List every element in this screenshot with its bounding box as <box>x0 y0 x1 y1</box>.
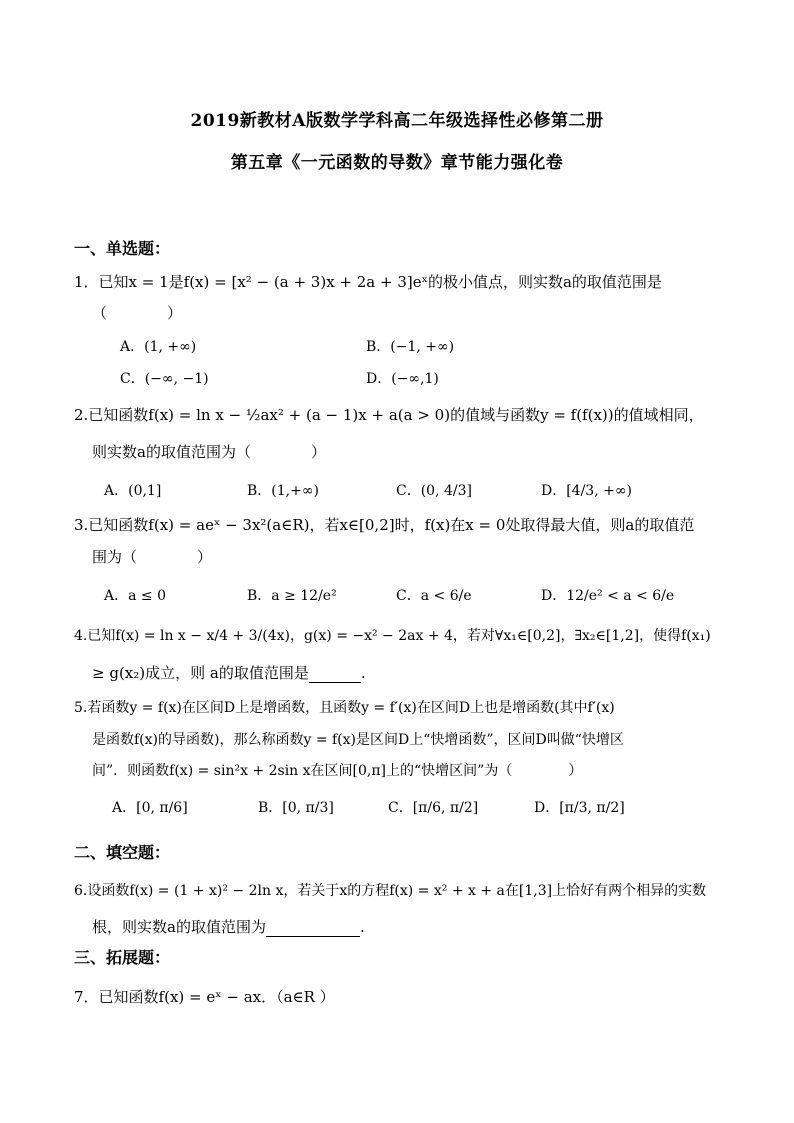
question-4-line-2 <box>92 662 366 683</box>
question-3-line-1: 3.已知函数f(x) = aeˣ − 3x²(a∈R)，若x∈[0,2]时，f(x)在x = 0处取得最大值，则a的取值范 <box>74 516 695 534</box>
question-4-line-1: 4.已知f(x) = ln x − x/4 + 3/(4x)，g(x) = −x² − 2ax + 4，若对∀x₁∈[0,2]，∃x₂∈[1,2]，使得f(x₁) <box>74 628 711 644</box>
question-6-line-2 <box>92 916 365 937</box>
question-1-option-b: B．(−1, +∞) <box>366 339 455 355</box>
question-2-line-1: 2.已知函数f(x) = ln x − ½ax² + (a − 1)x + a(a > 0)的值域与函数y = f(f(x))的值域相同， <box>74 406 704 424</box>
question-5-option-c: C．[π/6, π/2] <box>388 800 479 816</box>
answer-blank-q6[interactable] <box>266 918 360 937</box>
section-heading-fill-in: 二、填空题： <box>74 843 171 862</box>
question-6-period: . <box>359 918 365 936</box>
question-6-line-1: 6.设函数f(x) = (1 + x)² − 2ln x，若关于x的方程f(x) = x² + x + a在[1,3]上恰好有两个相异的实数 <box>74 883 707 899</box>
question-1-line-1: 1．已知x = 1是f(x) = [x² − (a + 3)x + 2a + 3]eˣ的极小值点，则实数a的取值范围是 <box>74 273 662 291</box>
question-5-option-d: D．[π/3, π/2] <box>534 800 625 816</box>
question-2-option-a: A．(0,1] <box>104 483 162 499</box>
question-5-option-a: A．[0, π/6] <box>112 800 188 816</box>
section-heading-single-choice: 一、单选题： <box>74 239 171 258</box>
question-5-line-1: 5.若函数y = f(x)在区间D上是增函数，且函数y = f′(x)在区间D上也是增函数(其中f′(x) <box>74 700 615 716</box>
question-2-option-b: B．(1,+∞) <box>247 483 319 499</box>
question-3-option-b: B．a ≥ 12/e² <box>247 588 337 604</box>
question-7-line-1: 7．已知函数f(x) = eˣ − ax．（a∈R ） <box>74 988 335 1006</box>
question-3-option-c: C．a < 6/e <box>396 588 472 604</box>
question-2-option-c: C．(0, 4/3] <box>396 483 472 499</box>
question-1-line-2: （ ） <box>92 304 183 322</box>
question-5-line-3: 间”．则函数f(x) = sin²x + 2sin x在区间[0,π]上的“快增区间”为（ ） <box>92 763 583 779</box>
question-2-line-2: 则实数a的取值范围为（ ） <box>92 443 326 461</box>
document-title-1: 2019新教材A版数学学科高二年级选择性必修第二册 <box>190 111 604 131</box>
answer-blank-q4[interactable] <box>309 664 361 683</box>
question-6-text: 根，则实数a的取值范围为 <box>92 918 266 936</box>
question-5-option-b: B．[0, π/3] <box>258 800 334 816</box>
question-3-line-2: 围为（ ） <box>92 548 213 566</box>
document-title-2: 第五章《一元函数的导数》章节能力强化卷 <box>230 153 564 173</box>
question-4-period: . <box>360 664 366 682</box>
question-4-text: ≥ g(x₂)成立，则 a的取值范围是 <box>92 664 309 682</box>
question-1-option-c: C．(−∞, −1) <box>120 371 209 387</box>
question-1-option-a: A．(1, +∞) <box>120 339 197 355</box>
question-5-line-2: 是函数f(x)的导函数)，那么称函数y = f(x)是区间D上“快增函数”，区间D叫做“快增区 <box>92 732 624 748</box>
question-1-option-d: D．(−∞,1) <box>366 371 439 387</box>
question-3-option-a: A．a ≤ 0 <box>104 588 166 604</box>
question-2-option-d: D．[4/3, +∞) <box>541 483 632 499</box>
section-heading-extension: 三、拓展题： <box>74 948 171 967</box>
question-3-option-d: D．12/e² < a < 6/e <box>541 588 675 604</box>
